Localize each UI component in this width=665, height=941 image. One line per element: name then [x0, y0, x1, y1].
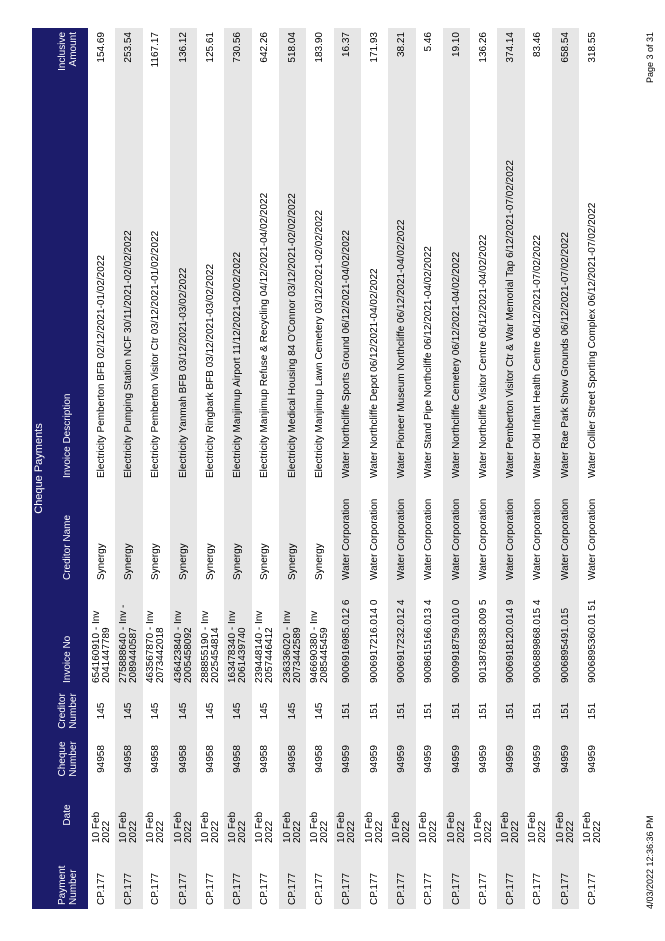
cell-invoice-no: 9006889868.015 4 [532, 599, 544, 683]
cell-cheque-number: 94959 [477, 745, 489, 773]
cell-date: 10 Feb 2022 [115, 783, 142, 847]
cell-cheque-number: 94958 [259, 745, 271, 773]
cell-invoice-no: 239448140 - Inv 2057446412 [254, 610, 276, 683]
cell-invoice-description: Electricity Pemberton Visitor Ctr 03/12/2021-01/02/2022 [150, 230, 162, 478]
cell-cheque-number: 94959 [443, 735, 470, 783]
cell-creditor-name: Synergy [314, 543, 326, 580]
cell-cheque-number: 94959 [334, 735, 361, 783]
cell-cheque-number: 94959 [552, 735, 579, 783]
cell-date: 10 Feb 2022 [443, 783, 470, 847]
table-row [552, 28, 579, 909]
table-row [388, 28, 415, 909]
cell-payment-number: CP.177 [204, 872, 216, 905]
cheque-payments-table [47, 28, 607, 909]
cell-invoice-description: Water Northcliffe Sports Ground 06/12/2021-04/02/2022 [334, 88, 361, 482]
cell-invoice-description: Electricity Manjimup Lawn Cemetery 03/12/2021-02/02/2022 [314, 210, 326, 478]
cell-invoice-no: 275888640 - Inv - 2089440587 [115, 584, 142, 687]
table-row [170, 28, 197, 909]
cell-payment-number: CP.177 [423, 872, 435, 905]
cell-payment-number: CP.177 [443, 847, 470, 909]
cell-creditor-name: Water Corporation [443, 482, 470, 584]
cell-invoice-description: Water Northcliffe Depot 06/12/2021-04/02/2022 [368, 268, 380, 478]
cell-creditor-name: Water Corporation [497, 482, 524, 584]
cell-invoice-no: 9006917216.014 0 [368, 599, 380, 683]
cell-date: 10 Feb 2022 [552, 783, 579, 847]
cell-payment-number: CP.177 [388, 847, 415, 909]
cell-date: 10 Feb 2022 [472, 811, 494, 843]
cell-payment-number: CP.177 [115, 847, 142, 909]
cell-creditor-name: Synergy [204, 543, 216, 580]
cell-cheque-number: 94958 [170, 735, 197, 783]
header-date: Date [47, 783, 88, 847]
cell-creditor-number: 151 [552, 687, 579, 735]
cell-creditor-number: 151 [443, 687, 470, 735]
cell-payment-number: CP.177 [170, 847, 197, 909]
table-row [579, 28, 606, 909]
cell-invoice-no: 436423840 - Inv 2005458092 [170, 584, 197, 687]
cell-payment-number: CP.177 [279, 847, 306, 909]
cell-creditor-name: Water Corporation [334, 482, 361, 584]
cell-inclusive-amount: 16.37 [334, 28, 361, 88]
cell-invoice-description: Water Collier Street Sporting Complex 06/12/2021-07/02/2022 [586, 202, 598, 478]
cell-payment-number: CP.177 [586, 872, 598, 905]
cell-creditor-number: 145 [314, 702, 326, 720]
header-invoice-no: Invoice No [47, 584, 88, 687]
cell-invoice-description: Water Northcliffe Cemetery 06/12/2021-04/02/2022 [443, 88, 470, 482]
cell-date: 10 Feb 2022 [254, 811, 276, 843]
cell-cheque-number: 94958 [115, 735, 142, 783]
cell-cheque-number: 94958 [224, 735, 251, 783]
cell-invoice-description: Water Pioneer Museum Northcliffe 06/12/2021-04/02/2022 [388, 88, 415, 482]
cell-date: 10 Feb 2022 [170, 783, 197, 847]
cell-inclusive-amount: 136.26 [477, 32, 489, 63]
cell-cheque-number: 94958 [204, 745, 216, 773]
cell-creditor-name: Synergy [115, 482, 142, 584]
cell-creditor-number: 151 [334, 687, 361, 735]
cell-inclusive-amount: 642.26 [259, 32, 271, 63]
cell-payment-number: CP.177 [552, 847, 579, 909]
cell-invoice-no: 9006917232.012 4 [388, 584, 415, 687]
cell-creditor-name: Synergy [259, 543, 271, 580]
header-creditor-number: Creditor Number [47, 687, 88, 735]
cell-date: 10 Feb 2022 [279, 783, 306, 847]
cell-inclusive-amount: 1167.17 [150, 32, 162, 68]
cell-date: 10 Feb 2022 [224, 783, 251, 847]
cell-creditor-name: Water Corporation [368, 498, 380, 580]
cell-invoice-no: 9013876838.009 5 [477, 599, 489, 683]
footer-page-number: Page 3 of 31 [645, 32, 655, 84]
report-title: Cheque Payments [32, 28, 47, 909]
table-row [470, 28, 497, 909]
table-row [252, 28, 279, 909]
cell-creditor-number: 145 [95, 702, 107, 720]
cell-cheque-number: 94959 [368, 745, 380, 773]
table-row [306, 28, 333, 909]
table-row [88, 28, 115, 909]
cell-date: 10 Feb 2022 [363, 811, 385, 843]
cell-creditor-name: Synergy [95, 543, 107, 580]
cell-cheque-number: 94958 [150, 745, 162, 773]
cell-invoice-description: Water Stand Pipe Northcliffe 06/12/2021-04/02/2022 [423, 246, 435, 478]
table-row [334, 28, 361, 909]
cell-creditor-name: Synergy [170, 482, 197, 584]
cell-inclusive-amount: 183.90 [314, 32, 326, 63]
cell-invoice-description: Electricity Yanmah BFB 03/12/2021-03/02/2022 [170, 88, 197, 482]
cell-creditor-number: 151 [423, 702, 435, 720]
cell-cheque-number: 94959 [532, 745, 544, 773]
cell-date: 10 Feb 2022 [527, 811, 549, 843]
cell-creditor-number: 145 [204, 702, 216, 720]
cell-creditor-number: 145 [170, 687, 197, 735]
cell-creditor-number: 145 [224, 687, 251, 735]
header-invoice-description: Invoice Description [47, 88, 88, 482]
cell-invoice-no: 9006895491.015 [552, 584, 579, 687]
table-row [416, 28, 443, 909]
cell-invoice-no: 9006916985.012 6 [334, 584, 361, 687]
cell-invoice-no: 9006918120.014 9 [497, 584, 524, 687]
cell-cheque-number: 94958 [314, 745, 326, 773]
table-row [115, 28, 142, 909]
table-row [197, 28, 224, 909]
cell-creditor-name: Water Corporation [388, 482, 415, 584]
cell-payment-number: CP.177 [368, 872, 380, 905]
cell-date: 10 Feb 2022 [581, 811, 603, 843]
cell-creditor-number: 151 [368, 702, 380, 720]
cell-payment-number: CP.177 [314, 872, 326, 905]
header-payment-number: Payment Number [47, 847, 88, 909]
header-cheque-number: Cheque Number [47, 735, 88, 783]
cell-inclusive-amount: 253.54 [115, 28, 142, 88]
cell-payment-number: CP.177 [334, 847, 361, 909]
cell-inclusive-amount: 518.04 [279, 28, 306, 88]
cell-date: 10 Feb 2022 [145, 811, 167, 843]
cell-inclusive-amount: 136.12 [170, 28, 197, 88]
cell-inclusive-amount: 374.14 [497, 28, 524, 88]
cell-invoice-description: Water Old Infant Health Centre 06/12/2021-07/02/2022 [532, 234, 544, 478]
table-row [224, 28, 251, 909]
cell-creditor-number: 151 [497, 687, 524, 735]
cell-inclusive-amount: 318.55 [586, 32, 598, 63]
cell-creditor-number: 151 [388, 687, 415, 735]
cell-payment-number: CP.177 [532, 872, 544, 905]
cell-cheque-number: 94959 [388, 735, 415, 783]
cell-creditor-number: 151 [532, 702, 544, 720]
cell-payment-number: CP.177 [497, 847, 524, 909]
cell-date: 10 Feb 2022 [388, 783, 415, 847]
cell-cheque-number: 94959 [423, 745, 435, 773]
footer-timestamp: 4/03/2022 12:36:36 PM [645, 815, 655, 909]
cell-invoice-no: 9009918759.010 0 [443, 584, 470, 687]
cell-creditor-name: Water Corporation [532, 498, 544, 580]
cell-payment-number: CP.177 [259, 872, 271, 905]
header-creditor-name: Creditor Name [47, 482, 88, 584]
table-row [143, 28, 170, 909]
cell-inclusive-amount: 19.10 [443, 28, 470, 88]
cell-invoice-no: 236336020 - Inv 2073442589 [279, 584, 306, 687]
cell-creditor-number: 145 [259, 702, 271, 720]
cell-date: 10 Feb 2022 [90, 811, 112, 843]
cell-inclusive-amount: 5.46 [423, 32, 435, 52]
cell-inclusive-amount: 730.56 [224, 28, 251, 88]
cell-creditor-name: Water Corporation [552, 482, 579, 584]
cell-invoice-description: Electricity Medical Housing 84 O'Connor 03/12/2021-02/02/2022 [279, 88, 306, 482]
cell-date: 10 Feb 2022 [334, 783, 361, 847]
cell-creditor-number: 151 [586, 702, 598, 720]
cell-cheque-number: 94958 [279, 735, 306, 783]
cell-invoice-no: 946690380 - Inv 2085445459 [309, 610, 331, 683]
cell-creditor-name: Synergy [279, 482, 306, 584]
cell-invoice-description: Water Northcliffe Visitor Centre 06/12/2021-04/02/2022 [477, 234, 489, 478]
cell-invoice-description: Electricity Ringbark BFB 03/12/2021-03/02/2022 [204, 263, 216, 478]
cell-invoice-description: Water Pemberton Visitor Ctr & War Memorial Tap 6/12/2021-07/02/2022 [497, 88, 524, 482]
cell-creditor-name: Synergy [224, 482, 251, 584]
cell-invoice-description: Electricity Pumping Station NCF 30/11/2021-02/02/2022 [115, 88, 142, 482]
header-row [47, 28, 88, 909]
cell-creditor-name: Water Corporation [423, 498, 435, 580]
cell-inclusive-amount: 38.21 [388, 28, 415, 88]
cell-payment-number: CP.177 [224, 847, 251, 909]
cell-inclusive-amount: 154.69 [95, 32, 107, 63]
cell-creditor-name: Water Corporation [586, 498, 598, 580]
cell-date: 10 Feb 2022 [497, 783, 524, 847]
cell-inclusive-amount: 83.46 [532, 32, 544, 58]
cell-inclusive-amount: 125.61 [204, 32, 216, 63]
cell-invoice-no: 654160910 - Inv 2041447789 [90, 610, 112, 683]
table-row [361, 28, 388, 909]
header-inclusive-amount: Inclusive Amount [47, 28, 88, 88]
cell-invoice-no: 9006895360.01 51 [586, 599, 598, 683]
table-row [525, 28, 552, 909]
cell-creditor-number: 145 [115, 687, 142, 735]
cell-invoice-description: Electricity Pemberton BFB 02/12/2021-01/02/2022 [95, 255, 107, 478]
cell-creditor-number: 151 [477, 702, 489, 720]
cell-cheque-number: 94958 [95, 745, 107, 773]
cell-date: 10 Feb 2022 [199, 811, 221, 843]
cell-invoice-no: 463567870 - Inv 2073442018 [145, 610, 167, 683]
cell-cheque-number: 94959 [497, 735, 524, 783]
cell-payment-number: CP.177 [95, 872, 107, 905]
table-row [279, 28, 306, 909]
cell-invoice-no: 9008615166.013 4 [423, 599, 435, 683]
cell-creditor-name: Synergy [150, 543, 162, 580]
cell-invoice-description: Electricity Manjimup Airport 11/12/2021-02/02/2022 [224, 88, 251, 482]
cell-creditor-number: 145 [150, 702, 162, 720]
cell-creditor-number: 145 [279, 687, 306, 735]
cell-date: 10 Feb 2022 [309, 811, 331, 843]
cell-invoice-description: Water Rae Park Show Grounds 06/12/2021-07/02/2022 [552, 88, 579, 482]
cell-invoice-no: 288855190 - Inv 2025454814 [199, 610, 221, 683]
table-row [497, 28, 524, 909]
cell-date: 10 Feb 2022 [418, 811, 440, 843]
cell-inclusive-amount: 658.54 [552, 28, 579, 88]
cell-payment-number: CP.177 [150, 872, 162, 905]
cell-cheque-number: 94959 [586, 745, 598, 773]
cell-creditor-name: Water Corporation [477, 498, 489, 580]
table-row [443, 28, 470, 909]
cell-payment-number: CP.177 [477, 872, 489, 905]
cell-invoice-no: 163478340 - Inv 2061439740 [224, 584, 251, 687]
cell-invoice-description: Electricity Manjimup Refuse & Recycling 04/12/2021-04/02/2022 [259, 192, 271, 478]
cell-inclusive-amount: 171.93 [368, 32, 380, 63]
